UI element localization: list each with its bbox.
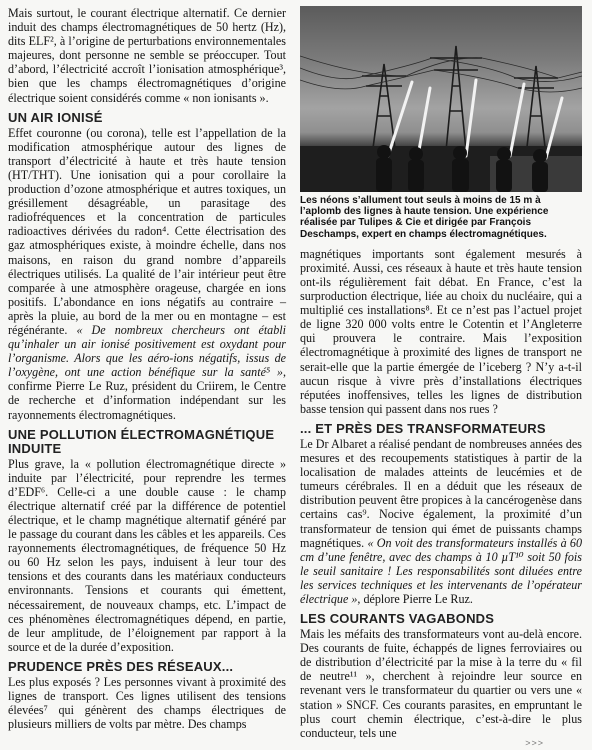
transformateurs-text: Le Dr Albaret a réalisé pendant de nombreuses années des mesures et des recoupements statistiques à partir de la localisation de malades atteints de leucémies et de tumeurs cérébrales. Il en a déduit que les réseaux de distribution peuvent être propices à la cancérogenèse dans certains cas⁹. Nocive également, la proximité d’un transformateur de tension qui émet de puissants champs magnétiques.	[300, 436, 582, 550]
lignes-paragraph: magnétiques importants sont également mesurés à proximité. Aussi, ces réseaux à haute et très haute tension ont-ils régulièrement fait débat. En France, c’est la surproduction électrique, liée au choix du nucléaire, qui a multiplié ces installations⁸. Et ce n’est pas l’actuel projet de ligne 320 000 volts entre le Cotentin et l’Angleterre qui prouvera le contraire. Mais l’exposition électromagnétique à proximité des lignes de transport ne serait-elle que la partie émergée de l’iceberg ? N’y a-t-il aucun risque à vivre près d’installations électriques réputées inoffensives, telles les lignes de distribution basse tension qui passent dans nos rues ?	[300, 246, 582, 416]
right-column	[300, 6, 582, 740]
transformateurs-attribution: , déplore Pierre Le Ruz.	[357, 591, 473, 606]
left-column	[8, 6, 286, 731]
photo-caption: Les néons s’allument tout seuls à moins de 15 m à l’aplomb des lignes à haute tension. Une expérience réalisée par Tulipes & Cie et dirigée par François Deschamps, expert en champs électromagnétiques.	[300, 195, 549, 240]
heading-transformateurs: ... ET PRÈS DES TRANSFORMATEURS	[300, 420, 546, 436]
air-ionise-text: Effet couronne (ou corona), telle est l’appellation de la modification atmosphérique autour des lignes de transport d’électricité à haute et très haute tension (HT/THT). Une ionisation qui a pour corollaire la production d’ozone atmosphérique et autres toxiques, un grésillement désagréable, un parasitage des radiofréquences et la concentration de particules radioactives dérivées du radon⁴. Cette électrisation des gaz atmosphériques existe, à moindre échelle, dans nos maisons, en raison du grand nombre d’appareils électriques utilisés. La qualité de l’air intérieur peut être comparée à une atmosphère orageuse, chargée en ions positifs. L’abondance en ions négatifs au contraire – après la pluie, au bord de la mer ou en montagne – est régénérante.	[8, 125, 286, 337]
continue-marker: >>>	[525, 738, 544, 748]
pollution-paragraph: Plus grave, la « pollution électromagnétique directe » induite par l’électricité, pour reprendre les termes d’EDF⁶. Celle-ci a une double cause : le champ électrique alternatif créé par la différence de potentiel électrique, et le champ magnétique alternatif généré par le passage du courant dans les câbles et les appareils. Ces rayonnements électromagnétiques, de fréquence 50 Hz ou 60 Hz selon les pays, induisent à leur tour des tensions et des courants dans les matériaux conducteurs environnants. Tensions et courants qui émettent, nécessairement, de nouveaux champs, etc. L’impact de ces phénomènes électromagnétiques dépend, en partie, de leur amplitude, de l’éloignement par rapport à la source et de la durée d’exposition.	[8, 456, 286, 654]
right-column-text	[300, 247, 582, 740]
transformateurs-paragraph	[300, 437, 582, 606]
reseaux-paragraph: Les plus exposés ? Les personnes vivant à proximité des lignes de transport. Ces lignes utilisent des tensions élevées⁷ qui génèrent des champs électriques de plusieurs milliers de volts par mètre. Des champs	[8, 674, 286, 732]
heading-air-ionise: UN AIR IONISÉ	[8, 109, 103, 125]
photo-illustration	[300, 6, 582, 192]
air-ionise-paragraph	[8, 126, 286, 422]
heading-pollution: UNE POLLUTION ÉLECTROMAGNÉTIQUE INDUITE	[8, 426, 275, 456]
intro-paragraph: Mais surtout, le courant électrique alternatif. Ce dernier induit des champs électromagnétiques de 50 hertz (Hz), dits ELF², à l’origine de perturbations environnementales majeures, dont personne ne semble se préoccuper. Tout d’abord, l’électricité accroît l’ionisation atmosphérique³, bien que les champs électromagnétiques d’origine électrique soient considérés comme « non ionisants ».	[8, 6, 286, 105]
air-ionise-attribution: , confirme Pierre Le Ruz, président du Criirem, le Centre de recherche et d’information indépendant sur les rayonnements électromagnétiques.	[8, 365, 286, 422]
transformateurs-quote: « On voit des transformateurs installés à 60 cm d’une fenêtre, avec des champs à 10 µT¹⁰ soit 50 fois le seuil sanitaire ! Les responsabilités sont diluées entre les services techniques et les intervenants de l’opérateur électrique »	[300, 535, 583, 606]
heading-reseaux: PRUDENCE PRÈS DES RÉSEAUX...	[8, 658, 234, 674]
courants-vagabonds-paragraph: Mais les méfaits des transformateurs vont au-delà encore. Des courants de fuite, échappés de lignes ferroviaires ou de distribution d’électricité par la mise à la terre du « fil de neutre¹¹ », cherchent à rejoindre leur source en revenant vers le transformateur du quartier ou vers une « station » SNCF. Ces courants parasites, en empruntant le plus court chemin électrique, c’est-à-dire le plus conducteur, tels une	[300, 627, 582, 740]
photo-neon-power-lines	[300, 6, 582, 192]
power-lines	[300, 56, 582, 92]
heading-courants-vagabonds: LES COURANTS VAGABONDS	[300, 611, 495, 627]
air-ionise-quote: « De nombreux chercheurs ont établi qu’inhaler un air ionisé positivement est oxydant pour l’organisme. Alors que les aéro-ions négatifs, issus de l’oxygène, ont une action bénéfique sur la santé⁵ »	[8, 322, 286, 380]
